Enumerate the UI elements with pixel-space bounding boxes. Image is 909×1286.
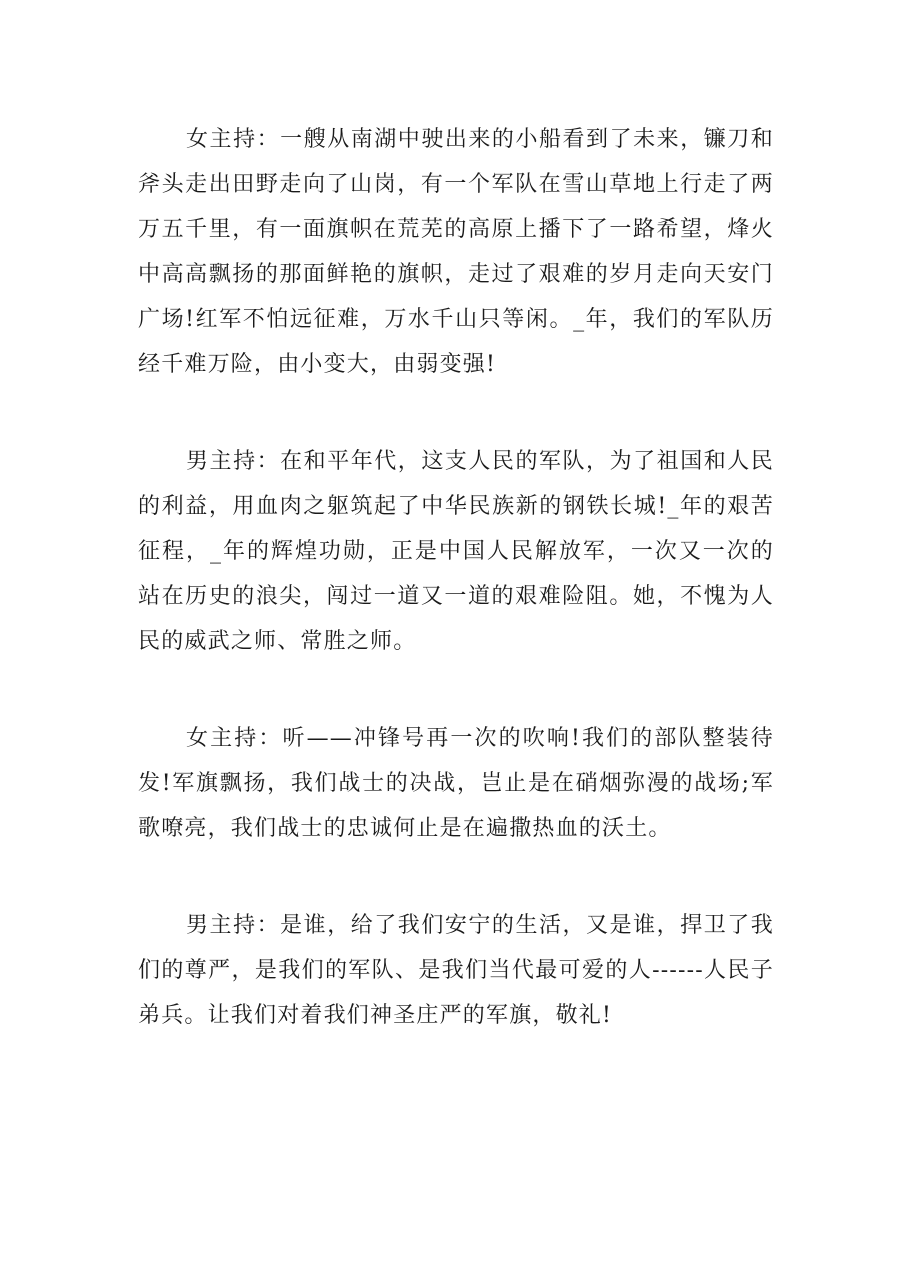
paragraph-male-host-2: 男主持：是谁，给了我们安宁的生活，又是谁，捍卫了我们的尊严，是我们的军队、是我们当代最可爱的人------人民子弟兵。让我们对着我们神圣庄严的军旗，敬礼!	[138, 913, 774, 1028]
paragraph-male-host-1: 男主持：在和平年代，这支人民的军队，为了祖国和人民的利益，用血肉之躯筑起了中华民族新的钢铁长城!_年的艰苦征程，_年的辉煌功勋，正是中国人民解放军，一次又一次的站在历史的浪尖，闯过一道又一道的艰难险阻。她，不愧为人民的威武之师、常胜之师。	[138, 449, 774, 654]
document-body	[138, 117, 774, 1038]
paragraph-female-host-1: 女主持：一艘从南湖中驶出来的小船看到了未来，镰刀和斧头走出田野走向了山岗，有一个军队在雪山草地上行走了两万五千里，有一面旗帜在荒芜的高原上播下了一路希望，烽火中高高飘扬的那面鲜艳的旗帜，走过了艰难的岁月走向天安门广场!红军不怕远征难，万水千山只等闲。_年，我们的军队历经千难万险，由小变大，由弱变强!	[138, 127, 774, 377]
paragraph-female-host-2: 女主持：听——冲锋号再一次的吹响!我们的部队整装待发!军旗飘扬，我们战士的决战，岂止是在硝烟弥漫的战场;军歌嘹亮，我们战士的忠诚何止是在遍撒热血的沃土。	[138, 726, 774, 841]
